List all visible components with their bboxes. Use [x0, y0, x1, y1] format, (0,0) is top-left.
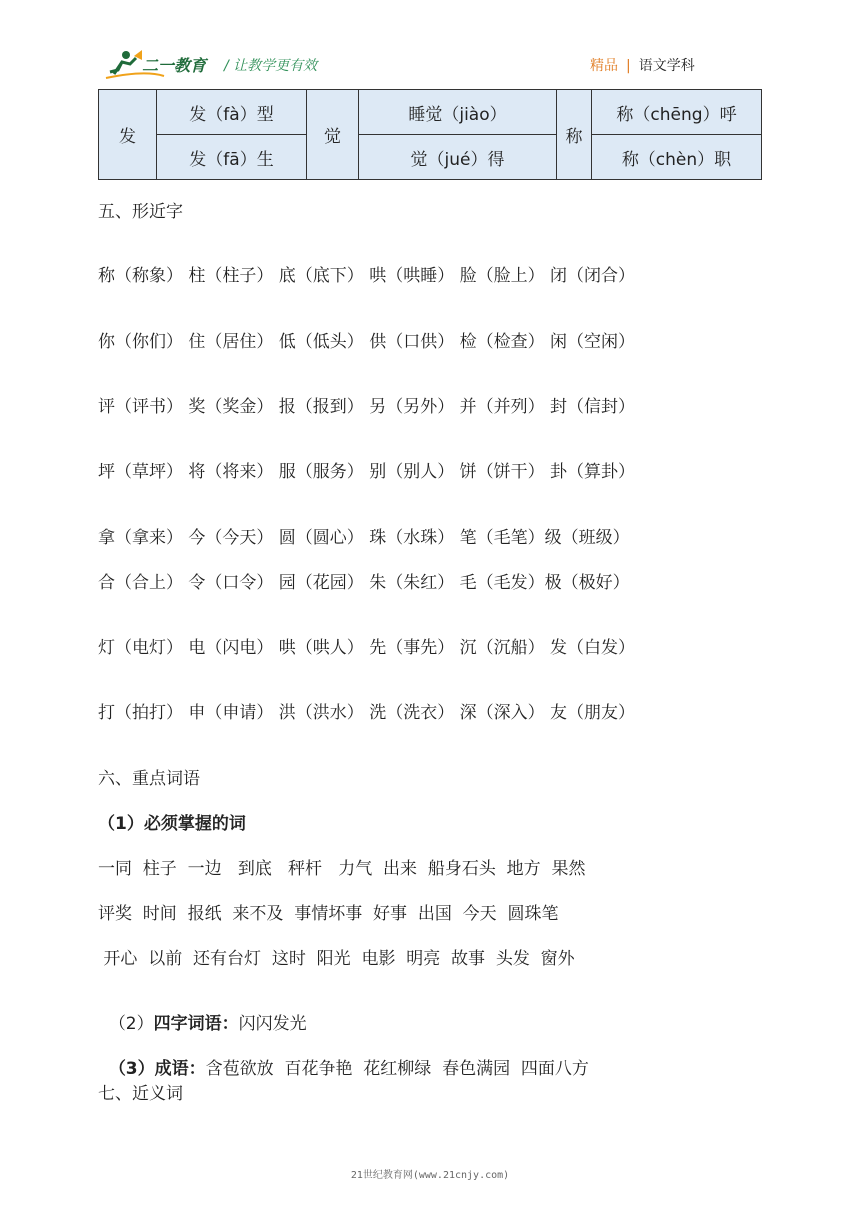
subsection-title: （1）必须掌握的词: [98, 814, 246, 834]
polyphone-table: [98, 89, 762, 180]
sub3-text: 含苞欲放 百花争艳 花红柳绿 春色满园 四面八方: [205, 1059, 589, 1079]
section-title: 七、近义词: [98, 1084, 183, 1104]
text-line: 一同 柱子 一边 到底 秤杆 力气 出来 船身石头 地方 果然: [98, 859, 586, 879]
sub2-label: 四字词语：: [153, 1014, 239, 1034]
text-line: 称（称象） 柱（柱子） 底（底下） 哄（哄睡） 脸（脸上） 闭（闭合）: [98, 266, 636, 286]
premium-label: 精品: [590, 58, 618, 74]
sub2-prefix: （2）: [108, 1014, 154, 1034]
footer: 21世纪教育网(www.21cnjy.com): [350, 1170, 510, 1181]
table-char: 发: [99, 90, 157, 180]
logo-text: 二一教育: [142, 56, 207, 75]
text-line: 开心 以前 还有台灯 这时 阳光 电影 明亮 故事 头发 窗外: [98, 949, 575, 969]
text-line: 坪（草坪） 将（将来） 服（服务） 别（别人） 饼（饼干） 卦（算卦）: [98, 462, 636, 482]
page-header: [0, 0, 860, 84]
table-cell: 称（chèn）职: [592, 135, 762, 180]
idioms: [98, 1034, 589, 1079]
table-cell: 觉（jué）得: [359, 135, 557, 180]
header-right: [590, 55, 695, 75]
section-title: 五、形近字: [98, 202, 183, 222]
table-char: 称: [557, 90, 592, 180]
sub2-text: 闪闪发光: [238, 1014, 307, 1034]
text-line: 拿（拿来） 今（今天） 圆（圆心） 珠（水珠） 笔（毛笔）级（班级）: [98, 528, 630, 548]
slogan: / 让教学更有效: [224, 58, 318, 74]
text-line: 你（你们） 住（居住） 低（低头） 供（口供） 检（检查） 闲（空闲）: [98, 332, 636, 352]
sub3-label: 成语：: [154, 1059, 206, 1079]
table-cell: 睡觉（jiào）: [359, 90, 557, 135]
text-line: 合（合上） 令（口令） 园（花园） 朱（朱红） 毛（毛发）极（极好）: [98, 573, 630, 593]
table-cell: 称（chēng）呼: [592, 90, 762, 135]
subject-label: 语文学科: [638, 58, 695, 74]
table-char: 觉: [307, 90, 359, 180]
sub3-prefix: （3）: [108, 1059, 155, 1079]
text-line: 灯（电灯） 电（闪电） 哄（哄人） 先（事先） 沉（沉船） 发（白发）: [98, 638, 636, 658]
table-cell: 发（fà）型: [157, 90, 307, 135]
text-line: 打（拍打） 申（申请） 洪（洪水） 洗（洗衣） 深（深入） 友（朋友）: [98, 703, 636, 723]
four-char-words: [98, 989, 307, 1034]
table-cell: 发（fā）生: [157, 135, 307, 180]
text-line: 评（评书） 奖（奖金） 报（报到） 另（另外） 并（并列） 封（信封）: [98, 397, 636, 417]
section-title: 六、重点词语: [98, 769, 200, 789]
header-divider: |: [626, 58, 631, 74]
text-line: 评奖 时间 报纸 来不及 事情坏事 好事 出国 今天 圆珠笔: [98, 904, 559, 924]
